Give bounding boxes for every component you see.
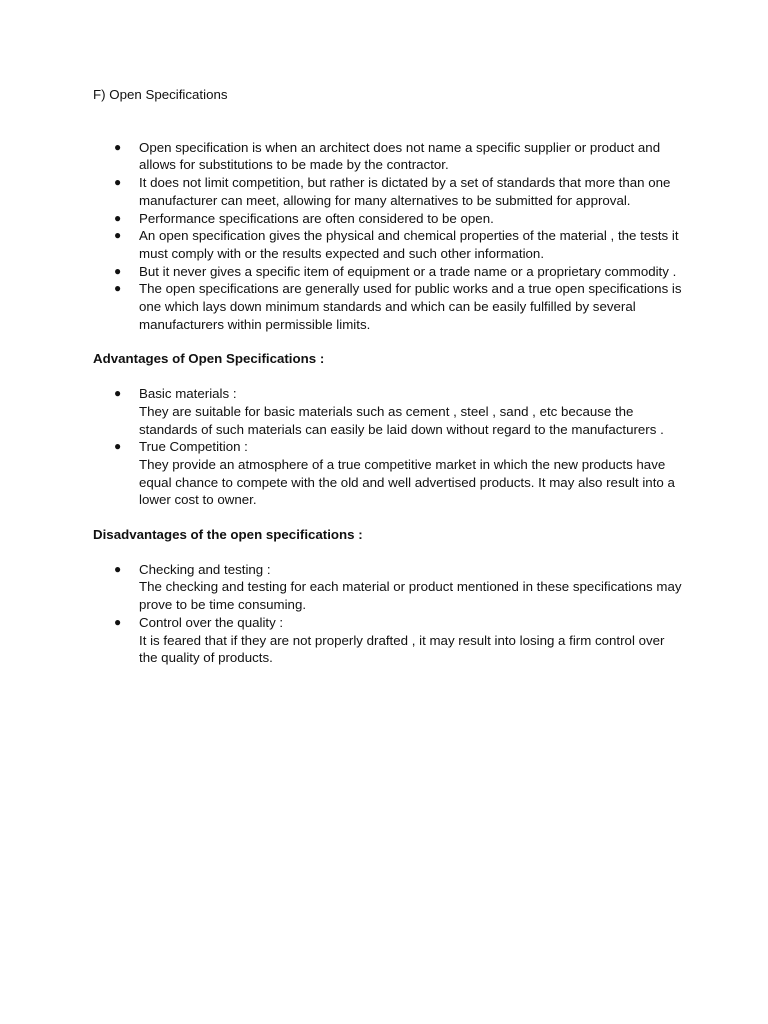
bullet-icon: ● — [114, 561, 122, 576]
bullet-icon: ● — [114, 439, 122, 454]
list-item-body: It is feared that if they are not properly drafted , it may result into losing a firm control over the quality of products. — [139, 632, 665, 666]
list-item-title: Control over the quality : — [139, 614, 284, 630]
bullet-icon: ● — [114, 614, 122, 629]
list-item — [93, 614, 683, 667]
list-item — [93, 263, 683, 281]
bullet-icon: ● — [114, 386, 122, 401]
document-content — [93, 86, 683, 684]
list-item-text: It does not limit competition, but rather is dictated by a set of standards that more than one manufacturer can meet, allowing for many alternatives to be submitted for approval. — [139, 175, 671, 208]
list-item-text: The open specifications are generally used for public works and a true open specifications is one which lays down minimum standards and which can be easily fulfilled by several manufacturers within permissible limits. — [139, 281, 682, 332]
list-item-title: Basic materials : — [139, 386, 237, 402]
bullet-icon: ● — [114, 281, 122, 296]
bullet-icon: ● — [114, 228, 122, 243]
list-item-text: But it never gives a specific item of equipment or a trade name or a proprietary commodity . — [139, 263, 677, 279]
page-title: F) Open Specifications — [93, 87, 228, 102]
list-item-title: True Competition : — [139, 439, 248, 455]
intro-bullet-list — [93, 139, 683, 334]
list-item-text: An open specification gives the physical and chemical properties of the material , the tests it must comply with or the results expected and such other information. — [139, 228, 679, 261]
disadvantages-heading: Disadvantages of the open specifications : — [93, 527, 363, 543]
bullet-icon: ● — [114, 175, 122, 190]
list-item-body: The checking and testing for each material or product mentioned in these specifications may prove to be time consuming. — [139, 579, 682, 613]
bullet-icon: ● — [114, 139, 122, 154]
advantages-heading: Advantages of Open Specifications : — [93, 351, 325, 367]
list-item — [93, 438, 683, 509]
list-item — [93, 174, 683, 209]
bullet-icon: ● — [114, 210, 122, 225]
list-item — [93, 227, 683, 262]
list-item — [93, 280, 683, 333]
list-item-text: Performance specifications are often considered to be open. — [139, 210, 494, 226]
list-item-title: Checking and testing : — [139, 561, 271, 577]
list-item — [93, 385, 683, 438]
advantages-list — [93, 385, 683, 509]
list-item-text: Open specification is when an architect does not name a specific supplier or product and allows for substitutions to be made by the contractor. — [139, 139, 661, 173]
list-item — [93, 210, 683, 228]
list-item-body: They are suitable for basic materials such as cement , steel , sand , etc because the standards of such materials can easily be laid down without regard to the manufacturers . — [139, 403, 664, 437]
bullet-icon: ● — [114, 263, 122, 278]
list-item-body: They provide an atmosphere of a true competitive market in which the new products have equal chance to compete with the old and well advertised products. It may also result into a lower cost to owner. — [139, 456, 675, 508]
list-item — [93, 139, 683, 174]
list-item — [93, 561, 683, 614]
disadvantages-list — [93, 561, 683, 667]
